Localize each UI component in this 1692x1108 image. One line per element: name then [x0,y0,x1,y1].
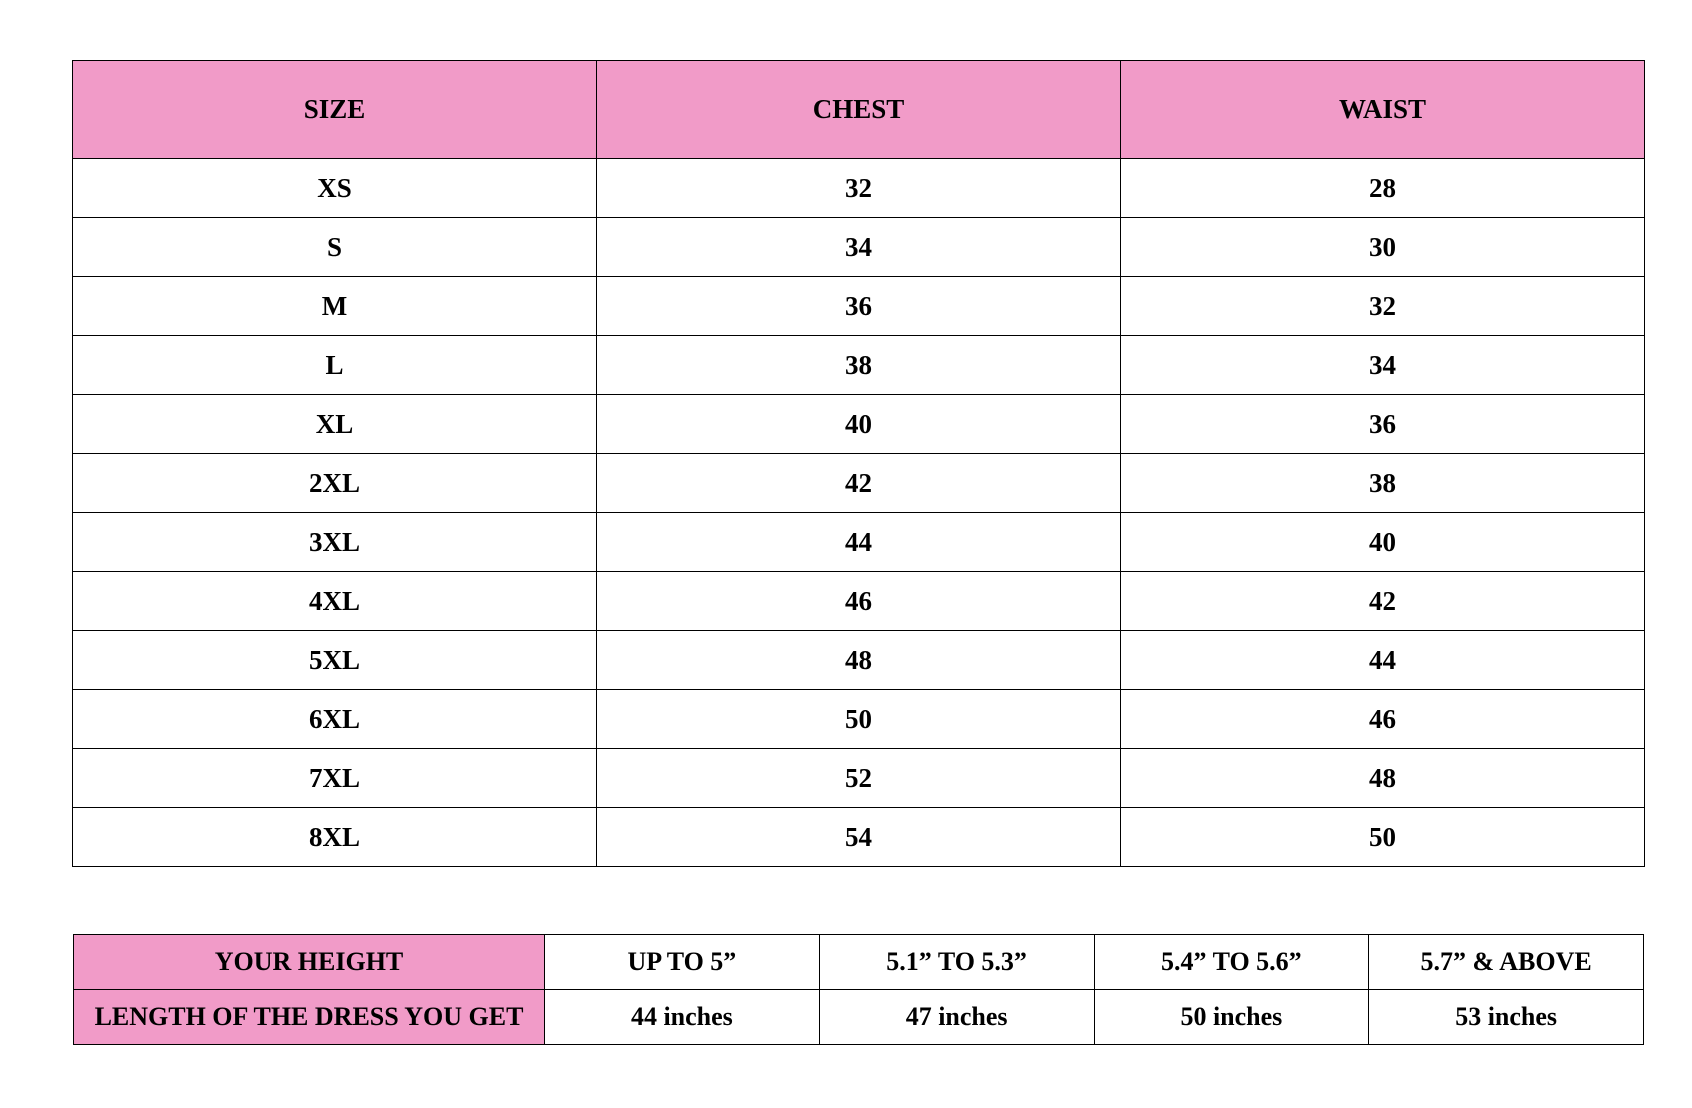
chest-cell: 34 [597,218,1121,277]
size-cell: 3XL [73,513,597,572]
length-cell: 47 inches [819,990,1094,1045]
table-row [73,336,1645,395]
waist-cell: 32 [1121,277,1645,336]
size-cell: XL [73,395,597,454]
chest-cell: 54 [597,808,1121,867]
size-cell: XS [73,159,597,218]
table-row [73,218,1645,277]
size-chart-header-row [73,61,1645,159]
waist-cell: 46 [1121,690,1645,749]
size-chart-table [72,60,1645,867]
chest-cell: 46 [597,572,1121,631]
waist-cell: 34 [1121,336,1645,395]
waist-cell: 42 [1121,572,1645,631]
chest-cell: 48 [597,631,1121,690]
size-cell: 8XL [73,808,597,867]
chest-cell: 42 [597,454,1121,513]
table-row [73,454,1645,513]
length-cell: 44 inches [545,990,820,1045]
height-length-table [73,934,1644,1045]
size-cell: S [73,218,597,277]
chest-cell: 38 [597,336,1121,395]
waist-cell: 44 [1121,631,1645,690]
header-waist: WAIST [1121,61,1645,159]
waist-cell: 30 [1121,218,1645,277]
table-row [73,631,1645,690]
chest-cell: 32 [597,159,1121,218]
table-row [73,513,1645,572]
height-cell: 5.7” & ABOVE [1369,935,1644,990]
waist-cell: 36 [1121,395,1645,454]
height-label: YOUR HEIGHT [74,935,545,990]
waist-cell: 38 [1121,454,1645,513]
length-cell: 53 inches [1369,990,1644,1045]
table-row [73,277,1645,336]
waist-cell: 50 [1121,808,1645,867]
size-cell: M [73,277,597,336]
length-label: LENGTH OF THE DRESS YOU GET [74,990,545,1045]
table-row [73,749,1645,808]
chest-cell: 52 [597,749,1121,808]
size-cell: 5XL [73,631,597,690]
waist-cell: 40 [1121,513,1645,572]
waist-cell: 48 [1121,749,1645,808]
table-row [73,572,1645,631]
height-cell: UP TO 5” [545,935,820,990]
waist-cell: 28 [1121,159,1645,218]
size-cell: L [73,336,597,395]
height-cell: 5.4” TO 5.6” [1094,935,1369,990]
size-cell: 7XL [73,749,597,808]
size-cell: 4XL [73,572,597,631]
table-row [73,159,1645,218]
chest-cell: 50 [597,690,1121,749]
height-row [74,935,1644,990]
length-cell: 50 inches [1094,990,1369,1045]
height-cell: 5.1” TO 5.3” [819,935,1094,990]
size-cell: 2XL [73,454,597,513]
length-row [74,990,1644,1045]
table-row [73,808,1645,867]
chest-cell: 36 [597,277,1121,336]
chest-cell: 40 [597,395,1121,454]
header-size: SIZE [73,61,597,159]
table-row [73,395,1645,454]
table-row [73,690,1645,749]
header-chest: CHEST [597,61,1121,159]
size-cell: 6XL [73,690,597,749]
chest-cell: 44 [597,513,1121,572]
